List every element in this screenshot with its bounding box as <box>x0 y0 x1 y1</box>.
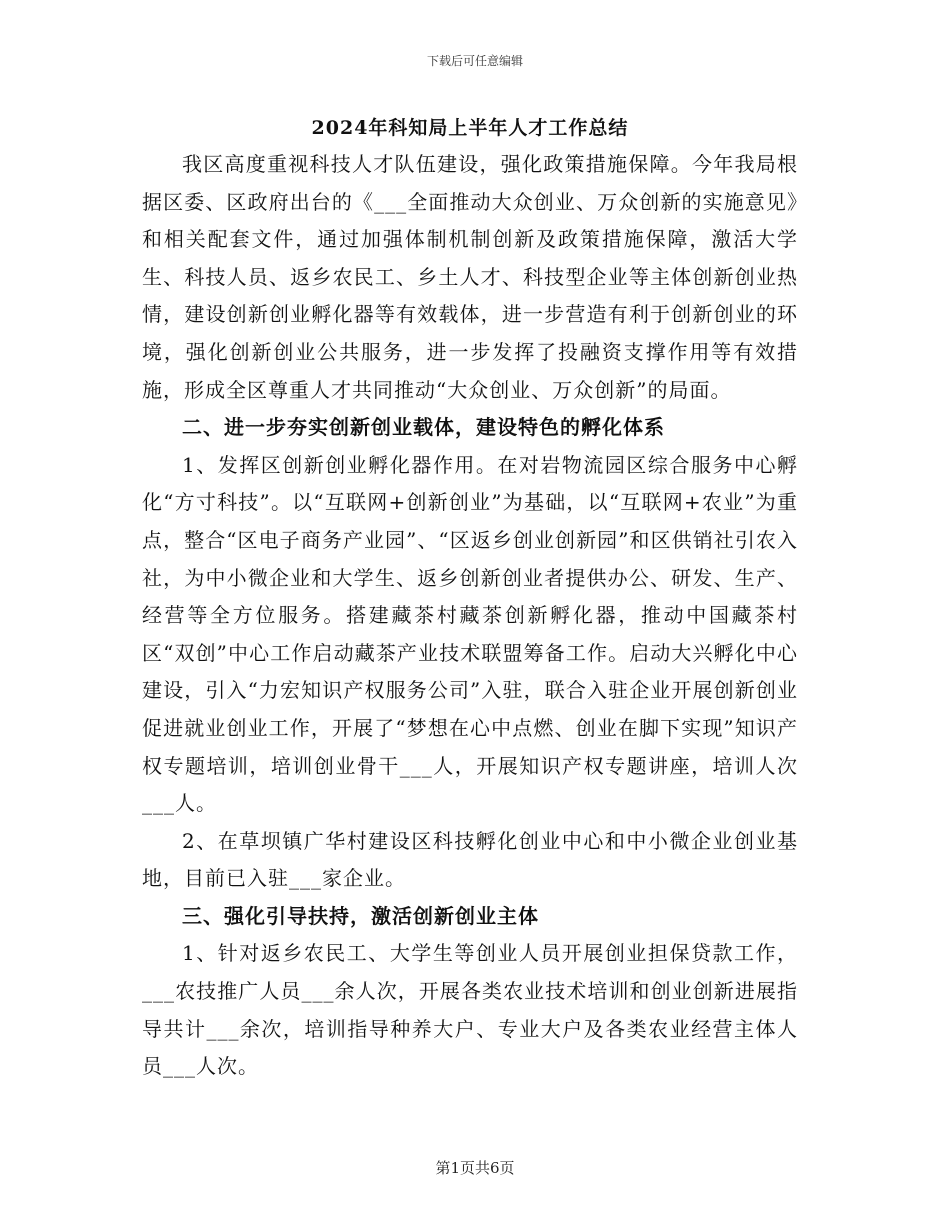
intro-paragraph: 我区高度重视科技人才队伍建设，强化政策措施保障。今年我局根据区委、区政府出台的《___全面推动大众创业、万众创新的实施意见》和相关配套文件，通过加强体制机制创新及政策措施保障，激活大学生、科技人员、返乡农民工、乡土人才、科技型企业等主体创新创业热情，建设创新创业孵化器等有效载体，进一步营造有利于创新创业的环境，强化创新创业公共服务，进一步发挥了投融资支撑作用等有效措施，形成全区尊重人才共同推动“大众创业、万众创新”的局面。 <box>142 152 798 402</box>
section-3-item-1: 1、针对返乡农民工、大学生等创业人员开展创业担保贷款工作，___农技推广人员___余人次，开展各类农业技术培训和创业创新进展指导共计___余次，培训指导种养大户、专业大户及各类农业经营主体人员___人次。 <box>142 941 798 1079</box>
section-heading-3: 三、强化引导扶持，激活创新创业主体 <box>182 903 539 928</box>
document-title: 2024年科知局上半年人才工作总结 <box>311 117 629 139</box>
page-number: 第1页共6页 <box>435 1159 515 1177</box>
section-2-item-1: 1、发挥区创新创业孵化器作用。在对岩物流园区综合服务中心孵化“方寸科技”。以“互联网+创新创业”为基础，以“互联网+农业”为重点，整合“区电子商务产业园”、“区返乡创业创新园”和区供销社引农入社，为中小微企业和大学生、返乡创新创业者提供办公、研发、生产、经营等全方位服务。搭建藏茶村藏茶创新孵化器，推动中国藏茶村区“双创”中心工作启动藏茶产业技术联盟筹备工作。启动大兴孵化中心建设，引入“力宏知识产权服务公司”入驻，联合入驻企业开展创新创业促进就业创业工作，开展了“梦想在心中点燃、创业在脚下实现”知识产权专题培训，培训创业骨干___人，开展知识产权专题讲座，培训人次___人。 <box>142 452 798 816</box>
page-header-note: 下载后可任意编辑 <box>426 54 523 68</box>
section-heading-2: 二、进一步夯实创新创业载体，建设特色的孵化体系 <box>182 415 665 440</box>
document-body <box>142 112 798 1086</box>
section-2-item-2: 2、在草坝镇广华村建设区科技孵化创业中心和中小微企业创业基地，目前已入驻___家企业。 <box>142 828 798 891</box>
